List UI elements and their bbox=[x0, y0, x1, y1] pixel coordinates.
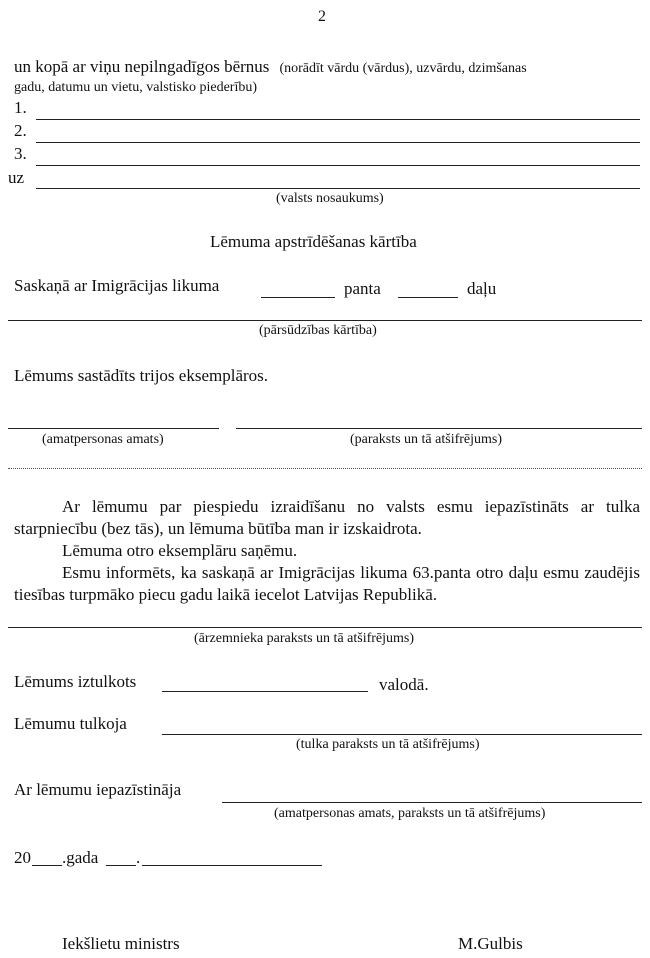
child-2-line bbox=[36, 142, 640, 143]
translator-signature-line bbox=[162, 734, 642, 735]
date-year-line bbox=[32, 865, 62, 866]
informed-by-caption: (amatpersonas amats, paraksts un tā atšifrējums) bbox=[274, 806, 546, 821]
page-number: 2 bbox=[318, 8, 326, 25]
translated-suffix: valodā. bbox=[379, 675, 429, 694]
date-dot: . bbox=[136, 848, 141, 867]
translator-caption: (tulka paraksts un tā atšifrējums) bbox=[296, 737, 480, 752]
acknowledgement-paragraph-2: Lēmuma otro eksemplāru saņēmu. bbox=[62, 541, 298, 560]
section-divider bbox=[8, 468, 642, 469]
paragraph-number-line bbox=[398, 297, 458, 298]
country-line bbox=[36, 188, 640, 189]
law-line-dalu: daļu bbox=[467, 279, 497, 298]
law-line-prefix: Saskaņā ar Imigrācijas likuma bbox=[14, 276, 220, 295]
foreigner-caption: (ārzemnieka paraksts un tā atšifrējums) bbox=[194, 631, 415, 646]
informed-by-line bbox=[222, 802, 642, 803]
appeal-procedure-line bbox=[8, 320, 642, 321]
child-3-line bbox=[36, 165, 640, 166]
minister-title: Iekšlietu ministrs bbox=[62, 934, 180, 953]
official-signature-caption: (paraksts un tā atšifrējums) bbox=[350, 432, 503, 447]
line-label-2: 2. bbox=[14, 121, 27, 140]
appeal-caption: (pārsūdzības kārtība) bbox=[259, 323, 377, 338]
copies-text: Lēmums sastādīts trijos eksemplāros. bbox=[14, 366, 269, 385]
child-1-line bbox=[36, 119, 640, 120]
official-signature-line bbox=[236, 428, 642, 429]
date-gada: .gada bbox=[62, 848, 99, 867]
date-day-line bbox=[106, 865, 136, 866]
children-intro-main: un kopā ar viņu nepilngadīgos bērnus bbox=[14, 57, 270, 76]
line-label-1: 1. bbox=[14, 98, 27, 117]
date-year-prefix: 20 bbox=[14, 848, 31, 867]
to-label: uz bbox=[8, 168, 25, 187]
translated-prefix: Lēmums iztulkots bbox=[14, 672, 137, 691]
acknowledgement-paragraph-3: Esmu informēts, ka saskaņā ar Imigrācijas likuma 63.panta otro daļu esmu zaudējis tiesības turpmāko piecu gadu laikā iecelot Latvijas Republikā. bbox=[14, 563, 640, 604]
translator-label: Lēmumu tulkoja bbox=[14, 714, 127, 733]
article-number-line bbox=[261, 297, 335, 298]
appeal-heading: Lēmuma apstrīdēšanas kārtība bbox=[210, 232, 417, 251]
language-line bbox=[162, 691, 368, 692]
children-intro-note-2: gadu, datumu un vietu, valstisko piederību) bbox=[14, 80, 258, 95]
line-label-3: 3. bbox=[14, 144, 27, 163]
children-intro-note: (norādīt vārdu (vārdus), uzvārdu, dzimšanas bbox=[279, 61, 527, 76]
informed-by-label: Ar lēmumu iepazīstināja bbox=[14, 780, 182, 799]
official-position-line bbox=[8, 428, 219, 429]
official-position-caption: (amatpersonas amats) bbox=[42, 432, 164, 447]
acknowledgement-paragraph-1: Ar lēmumu par piespiedu izraidīšanu no valsts esmu iepazīstināts ar tulka starpniecību (bez tās), un lēmuma būtība man ir izskaidrota. bbox=[14, 497, 640, 538]
children-intro bbox=[14, 57, 527, 77]
foreigner-signature-line bbox=[8, 627, 642, 628]
country-caption: (valsts nosaukums) bbox=[276, 191, 384, 206]
date-month-line bbox=[142, 865, 322, 866]
minister-name: M.Gulbis bbox=[458, 934, 523, 953]
law-line-panta: panta bbox=[344, 279, 381, 298]
